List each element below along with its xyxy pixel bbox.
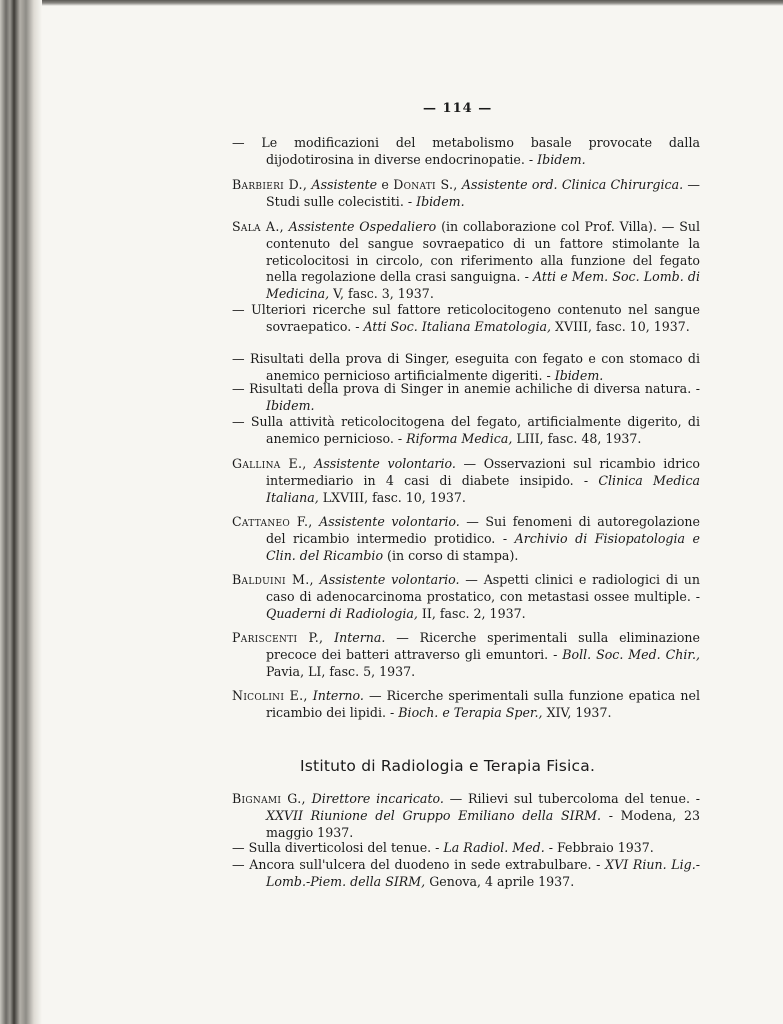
book-spine-shadow [0, 0, 42, 1024]
entry-author: Gallina E., [232, 456, 307, 471]
entry-reference: XVI Riun. Lig.-Lomb.-Piem. della SIRM, [266, 857, 700, 889]
entry-reference: Clinica Medica Italiana, [266, 472, 701, 505]
entry-role: Assistente [311, 177, 378, 192]
entry-author: Balduini M., [232, 572, 314, 587]
entry-text: — Sui fenomeni di autoregolazione del ricambio intermedio protidico. - [266, 514, 700, 546]
entry-reference: Bioch. e Terapia Sper., [398, 704, 543, 720]
bibliography-entry [232, 840, 700, 857]
bibliography-entry [232, 414, 700, 448]
entry-text: — Sulla attività reticolocitogena del fegato, artificialmente digerito, di anemico pernicioso. - [232, 414, 700, 446]
entry-role: Assistente volontario. [314, 456, 456, 471]
entry-text: — Le modificazioni del metabolismo basale provocate dalla dijodotirosina in diverse endocrinopatie. - [232, 135, 700, 167]
entry-tail: XVIII, fasc. 10, 1937. [551, 318, 690, 334]
entry-tail: Genova, 4 aprile 1937. [425, 873, 575, 889]
entry-text: — Risultati della prova di Singer, eseguita con fegato e con stomaco di anemico pernicioso artificialmente digeriti. - [232, 351, 700, 383]
bibliography-entry [232, 351, 700, 385]
bibliography-entry [232, 514, 700, 564]
entry-reference: Boll. Soc. Med. Chir., [562, 646, 700, 662]
entry-tail: LIII, fasc. 48, 1937. [512, 430, 642, 446]
entry-text: — Ricerche sperimentali sulla eliminazione precoce dei batteri attraverso gli emuntori. - [266, 630, 700, 662]
bibliography-entry [232, 177, 700, 211]
entry-reference: Quaderni di Radiologia, [266, 605, 418, 621]
entry-role: Interno. [312, 688, 364, 703]
page-number: — 114 — [423, 101, 493, 116]
entry-text: — Osservazioni sul ricambio idrico intermediario in 4 casi di diabete insipido. - [266, 456, 700, 488]
entry-role: Assistente Ospedaliero [288, 219, 437, 234]
entry-role: Interna. [334, 630, 386, 645]
entry-text: — Aspetti clinici e radiologici di un caso di adenocarcinoma prostatico, con metastasi ossee multiple. - [266, 572, 700, 604]
entry-role: Assistente ord. Clinica Chirurgica. [461, 177, 684, 192]
entry-text: — Ancora sull'ulcera del duodeno in sede extrabulbare. - [232, 857, 606, 872]
entry-tail: II, fasc. 2, 1937. [417, 605, 526, 621]
entry-author: Bignami G., [232, 791, 306, 806]
entry-author: Donati S., [393, 177, 458, 192]
entry-tail: (in corso di stampa). [383, 547, 519, 563]
entry-text: (in collaborazione col Prof. Villa). — Sul contenuto del sangue sovraepatico di un fattore stimolante la reticolocitosi in circolo, con riferimento alla funzione del fegato nella regolazione della crasi sanguigna. - [266, 219, 700, 285]
entry-role: Direttore incaricato. [311, 791, 444, 806]
entry-author: Barbieri D., [232, 177, 308, 192]
entry-author: Nicolini E., [232, 688, 308, 703]
bibliography-entry [232, 381, 700, 415]
bibliography-entry [232, 219, 700, 303]
bibliography-entry [232, 456, 700, 506]
bibliography-entry [232, 857, 700, 891]
entry-text: — Risultati della prova di Singer in anemie achiliche di diversa natura. - [232, 381, 700, 396]
entry-reference: Archivio di Fisiopatologia e Clin. del Ricambio [266, 530, 700, 563]
section-heading: Istituto di Radiologia e Terapia Fisica. [300, 757, 596, 775]
entry-reference: Ibidem. [537, 151, 586, 167]
entry-reference: Ibidem. [416, 193, 465, 209]
entry-tail: - Modena, 23 maggio 1937. [266, 807, 700, 840]
entry-text: — Ulteriori ricerche sul fattore reticolocitogeno contenuto nel sangue sovraepatico. - [232, 302, 700, 334]
bibliography-entry [232, 135, 700, 169]
entry-reference: XXVII Riunione del Gruppo Emiliano della SIRM. [266, 807, 601, 823]
entry-reference: Ibidem. [266, 397, 315, 413]
entry-tail: LXVIII, fasc. 10, 1937. [318, 489, 466, 505]
bibliography-entry [232, 572, 700, 622]
entry-reference: Riforma Medica, [406, 430, 513, 446]
entry-tail: XIV, 1937. [542, 704, 612, 720]
entry-role: Assistente volontario. [319, 514, 460, 529]
bibliography-entry [232, 688, 700, 722]
entry-tail: Pavia, LI, fasc. 5, 1937. [266, 663, 416, 679]
entry-role: Assistente volontario. [319, 572, 460, 587]
entry-tail: - Febbraio 1937. [544, 840, 654, 855]
bibliography-entry [232, 791, 700, 841]
entry-reference: Atti e Mem. Soc. Lomb. di Medicina, [266, 269, 700, 302]
entry-reference: La Radiol. Med. [443, 840, 545, 855]
entry-author: Sala A., [232, 219, 284, 234]
bibliography-entry [232, 302, 700, 336]
entry-tail: V, fasc. 3, 1937. [329, 286, 434, 302]
entry-reference: Atti Soc. Italiana Ematologia, [363, 318, 552, 334]
entry-text: — Rilievi sul tubercoloma del tenue. - [443, 791, 700, 806]
entry-text: — Sulla diverticolosi del tenue. - [232, 840, 444, 855]
entry-conjunction: e [377, 177, 394, 192]
entry-author: Cattaneo F., [232, 514, 313, 529]
entry-text: — Studi sulle colecistiti. - [266, 177, 700, 209]
entry-reference: Ibidem. [554, 367, 604, 383]
entry-author: Pariscenti P., [232, 630, 324, 645]
entry-text: — Ricerche sperimentali sulla funzione epatica nel ricambio dei lipidi. - [266, 688, 700, 720]
bibliography-entry [232, 630, 700, 680]
page-top-edge [0, 0, 783, 6]
